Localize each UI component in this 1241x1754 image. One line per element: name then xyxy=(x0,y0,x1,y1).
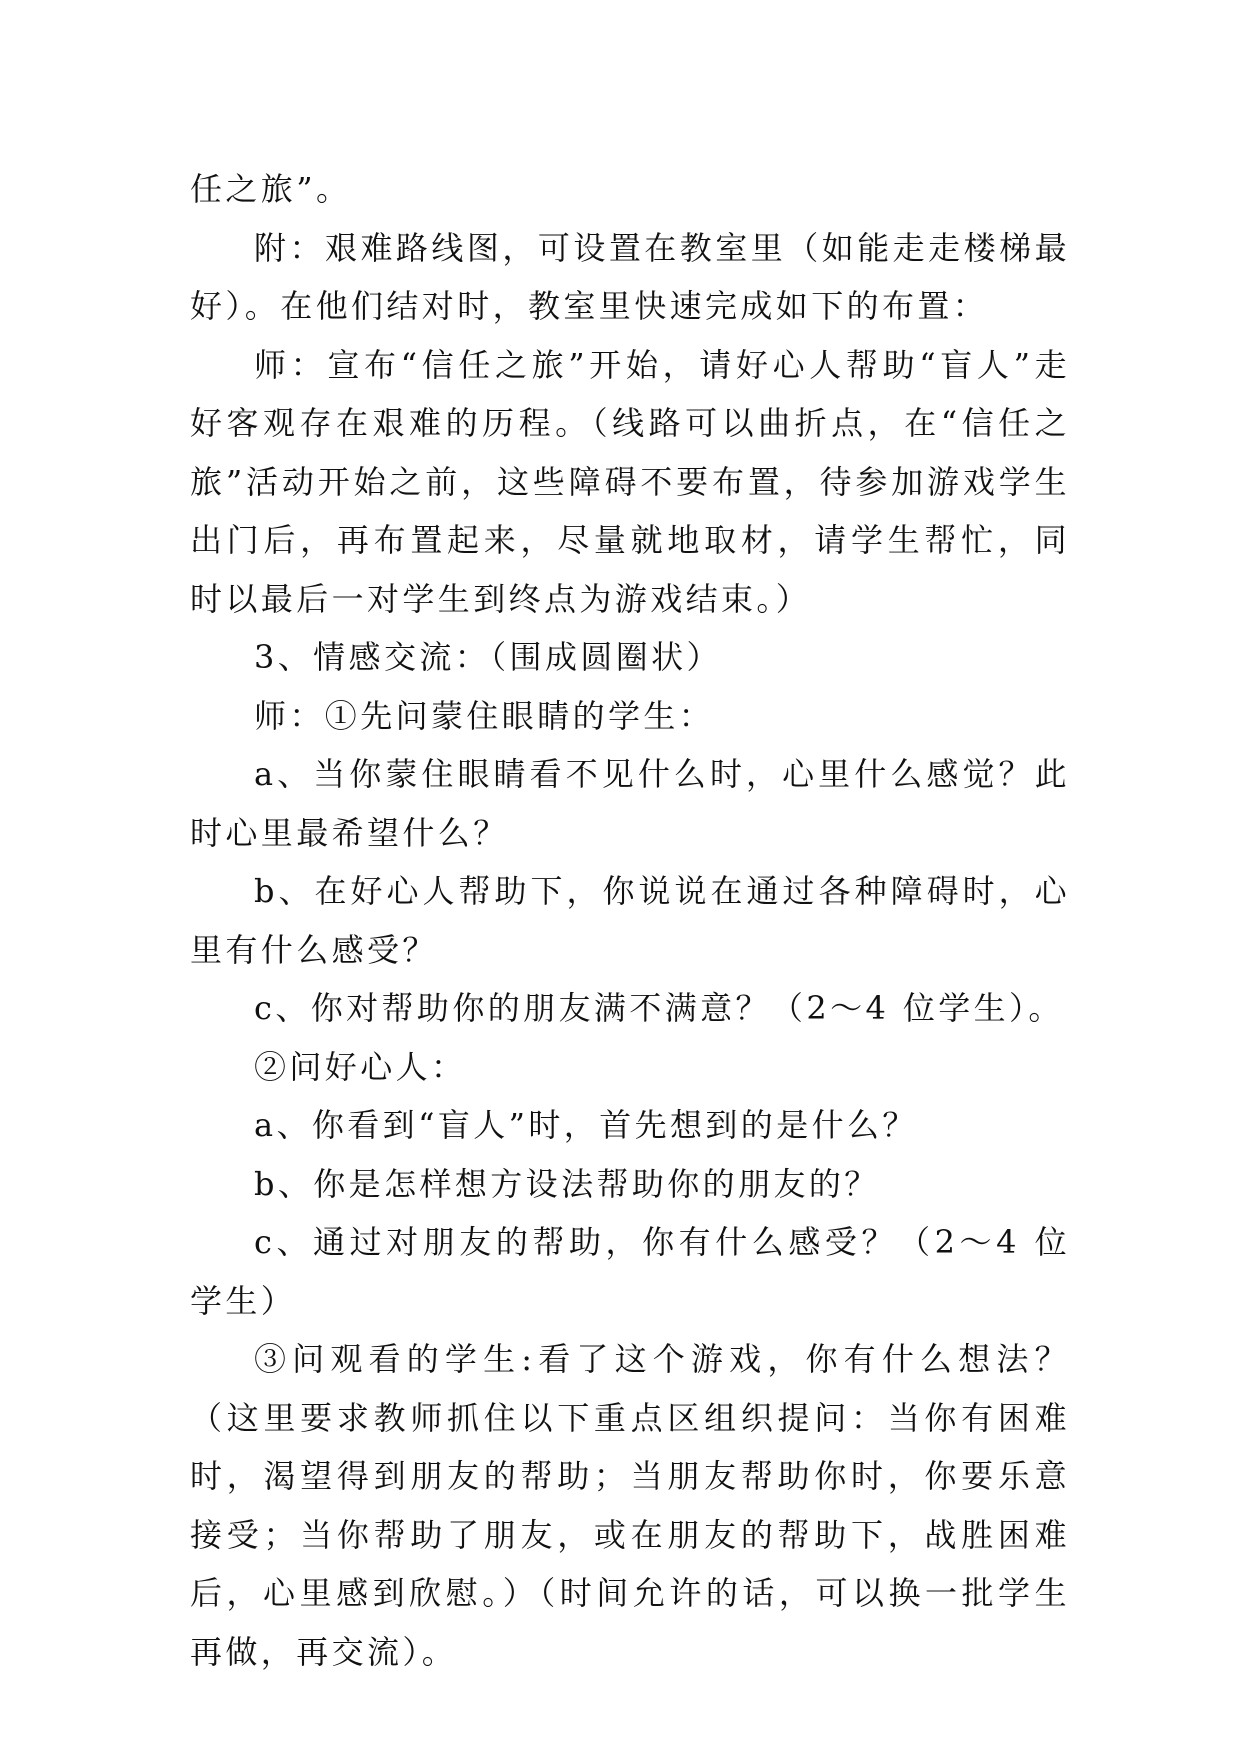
document-body xyxy=(190,160,1070,1681)
paragraph-13: ③问观看的学生:看了这个游戏，你有什么想法？（这里要求教师抓住以下重点区组织提问：当你有困难时，渴望得到朋友的帮助；当朋友帮助你时，你要乐意接受；当你帮助了朋友，或在朋友的帮助下，战胜困难后，心里感到欣慰。）（时间允许的话，可以换一批学生再做，再交流）。 xyxy=(190,1340,1070,1671)
paragraph-9: ②问好心人： xyxy=(254,1047,467,1086)
paragraph-10: a、你看到“盲人”时，首先想到的是什么？ xyxy=(254,1106,918,1144)
paragraph-5: 师：①先问蒙住眼睛的学生： xyxy=(254,696,715,735)
paragraph-4: 3、情感交流：（围成圆圈状） xyxy=(254,638,722,676)
paragraph-7: b、在好心人帮助下，你说说在通过各种障碍时，心里有什么感受？ xyxy=(190,872,1070,969)
paragraph-3: 师：宣布“信任之旅”开始，请好心人帮助“盲人”走好客观存在艰难的历程。（线路可以曲折点，在“信任之旅”活动开始之前，这些障碍不要布置，待参加游戏学生出门后，再布置起来，尽量就地取材，请学生帮忙，同时以最后一对学生到终点为游戏结束。） xyxy=(190,345,1070,618)
paragraph-8: c、你对帮助你的朋友满不满意？（2～4 位学生）。 xyxy=(254,989,1064,1027)
paragraph-6: a、当你蒙住眼睛看不见什么时，心里什么感觉？此时心里最希望什么？ xyxy=(190,755,1070,852)
paragraph-11: b、你是怎样想方设法帮助你的朋友的？ xyxy=(254,1164,880,1203)
paragraph-1: 任之旅”。 xyxy=(190,170,352,208)
paragraph-12: c、通过对朋友的帮助，你有什么感受？（2～4 位学生） xyxy=(190,1223,1070,1320)
paragraph-2: 附：艰难路线图，可设置在教室里（如能走走楼梯最好）。在他们结对时，教室里快速完成如下的布置： xyxy=(190,228,1070,325)
